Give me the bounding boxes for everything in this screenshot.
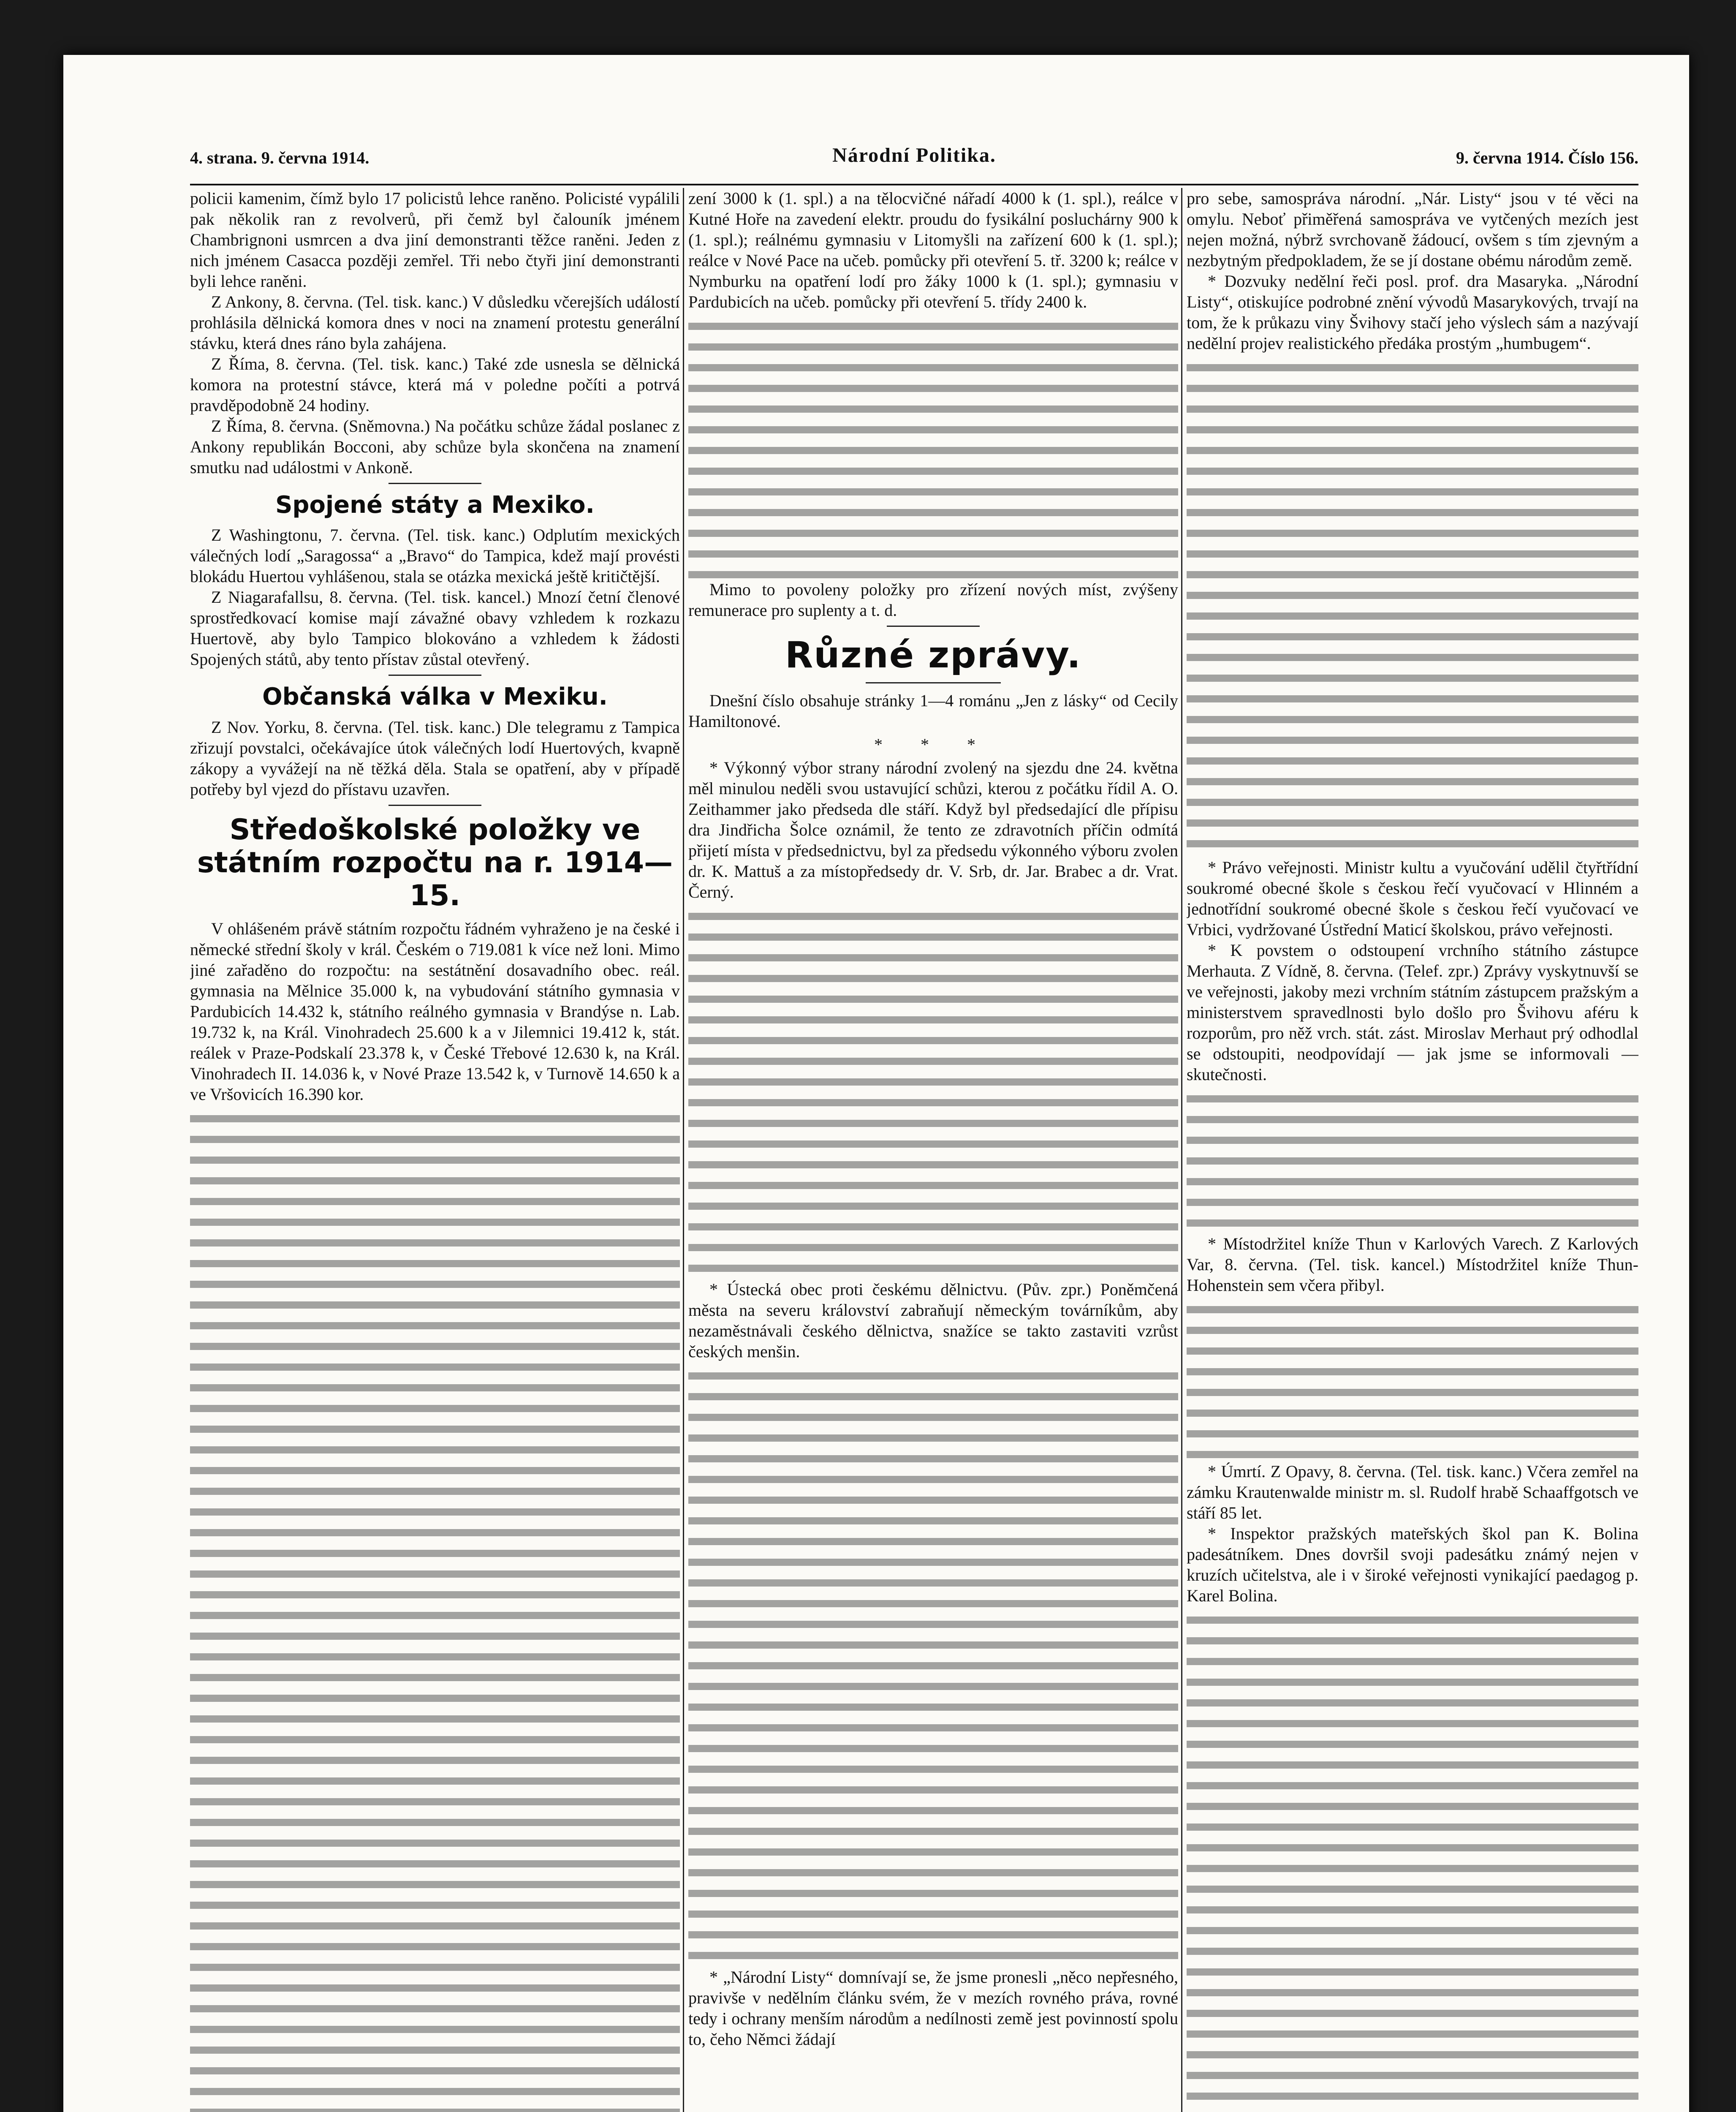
article-paragraph: * Právo veřejnosti. Ministr kultu a vyučování udělil čtyřtřídní soukromé obecné škole s českou řečí vyučovací v Hlinném a jednotřídní soukromé obecné škole s českou řečí vyučovací ve Vrbici, vydržované Ústřední Maticí školskou, právo veřejnosti. [1187, 858, 1638, 939]
column-1 [190, 188, 680, 2112]
text-lines-continuation [1187, 1611, 1638, 2112]
article-paragraph: V ohlášeném právě státním rozpočtu řádném vyhraženo je na české i německé střední školy v král. Českém o 719.081 k více než loni. Mimo jiné zařaděno do rozpočtu: na sestátnění dosavadního obec. reál. gymnasia na Mělnice 35.000 k, na vybudování státního gymnasia v Pardubicích 14.432 k, státního reálného gymnasia v Brandýse n. Lab. 19.732 k, na Král. Vinohradech 25.600 k a v Jilemnici 19.412 k, stát. reálek v Praze-Podskalí 23.378 k, v České Třebové 12.630 k, na Král. Vinohradech II. 14.036 k, v Nové Praze 13.542 k, v Turnově 14.650 k a ve Vršovicích 16.390 kor. [190, 919, 680, 1104]
text-lines-continuation [688, 1367, 1178, 1967]
asterism: * * * [874, 735, 992, 754]
masthead-title: Národní Politika. [832, 144, 996, 166]
text-lines-continuation [1187, 1301, 1638, 1461]
headline-ruzne-zpravy: Různé zprávy. [785, 634, 1081, 676]
text-lines-continuation [1187, 359, 1638, 857]
column-divider [683, 188, 684, 2112]
headline-spojene-staty: Spojené státy a Mexiko. [275, 491, 595, 519]
article-paragraph: Dnešní číslo obsahuje stránky 1—4 románu „Jen z lásky“ od Cecily Hamiltonové. [688, 691, 1178, 731]
headline-stredoskolske-polozky: Středoškolské položky ve státním rozpočtu na r. 1914—15. [197, 813, 673, 913]
page-header [190, 139, 1638, 177]
column-2 [688, 188, 1178, 2112]
article-paragraph: Z Niagarafallsu, 8. června. (Tel. tisk. kancel.) Mnozí četní členové sprostředkovací komise mají závažné obavy vzhledem k rozkazu Huertově, aby bylo Tampico blokováno a vzhledem k žádosti Spojených států, aby tento přístav zůstal otevřený. [190, 588, 680, 669]
headline-obcanska-valka: Občanská válka v Mexiku. [262, 683, 608, 711]
article-paragraph: Z Washingtonu, 7. června. (Tel. tisk. kanc.) Odplutím mexických válečných lodí „Saragossa“ a „Bravo“ do Tampica, kdež mají provésti blokádu Huertou vyhlášenou, stala se otázka mexická ještě kritičtější. [190, 525, 680, 586]
separator [388, 483, 481, 484]
article-paragraph: * Dozvuky nedělní řeči posl. prof. dra Masaryka. „Národní Listy“, otiskujíce podrobné znění vývodů Masarykových, trvají na tom, že k průkazu viny Švihovy stačí jeho výslech sám a nazývají nedělní projev realistického předáka prostým „humbugem“. [1187, 272, 1638, 353]
separator [388, 675, 481, 676]
column-3 [1187, 188, 1638, 2112]
article-paragraph: * Výkonný výbor strany národní zvolený na sjezdu dne 24. května měl minulou neděli svou ustavující schůzi, kterou z počátku řídil A. O. Zeithammer jako předseda dle stáří. Když byl předsedající dle přípisu dra Jindřicha Šolce oznámil, že tento ze zdravotních příčin odmítá přijetí místa v předsednictvu, byl za předsedu výkonného výboru zvolen dr. K. Mattuš a za místopředsedy dr. V. Srb, dr. Jar. Brabec a dr. Vrat. Černý. [688, 758, 1178, 901]
header-issue-number: 9. června 1914. Číslo 156. [1456, 148, 1638, 167]
header-page-date: 4. strana. 9. června 1914. [190, 148, 369, 167]
separator [887, 626, 980, 627]
article-paragraph: Z Říma, 8. června. (Sněmovna.) Na počátku schůze žádal poslanec z Ankony republikán Bocconi, aby schůze byla skončena na znamení smutku nad událostmi v Ankoně. [190, 416, 680, 477]
article-paragraph: * Místodržitel kníže Thun v Karlových Varech. Z Karlových Var, 8. června. (Tel. tisk. kancel.) Místodržitel kníže Thun-Hohenstein sem včera přibyl. [1187, 1234, 1638, 1295]
article-paragraph: Z Říma, 8. června. (Tel. tisk. kanc.) Také zde usnesla se dělnická komora na protestní stávce, která má v poledne počíti a potrvá pravděpodobně 24 hodiny. [190, 354, 680, 415]
article-paragraph: Mimo to povoleny položky pro zřízení nových míst, zvýšeny remunerace pro suplenty a t. d. [688, 580, 1178, 620]
article-paragraph: * „Národní Listy“ domnívají se, že jsme pronesli „něco nepřesného, pravivše v nedělním článku svém, že v mezích rovného práva, rovné tedy i ochrany menším národům a nedílnosti země jest povinností spolu to, čeho Němci žádají [688, 1967, 1178, 2049]
header-rule [190, 184, 1638, 185]
article-paragraph: Z Nov. Yorku, 8. června. (Tel. tisk. kanc.) Dle telegramu z Tampica zřizují povstalci, očekávajíce útok válečných lodí Huertových, kvapně zákopy a vyvážejí na ně těžká děla. Stala se opatření, aby v případě potřeby byl vjezd do přístavu uzavřen. [190, 717, 680, 799]
text-lines-continuation [688, 907, 1178, 1279]
separator [388, 805, 481, 806]
article-paragraph: policii kamenim, čímž bylo 17 policistů lehce raněno. Policisté vypálili pak několik ran z revolverů, při čemž byl čalouník jménem Chambrignoni usmrcen a dva jiní demonstranti těžce raněni. Jeden z nich jménem Casacca později zemřel. Tři nebo čtyři jiní demonstranti byli lehce raněni. [190, 189, 680, 291]
article-paragraph: * Úmrtí. Z Opavy, 8. června. (Tel. tisk. kanc.) Včera zemřel na zámku Krautenwalde ministr m. sl. Rudolf hrabě Schaaffgotsch ve stáří 85 let. [1187, 1462, 1638, 1522]
article-paragraph: * K povstem o odstoupení vrchního státního zástupce Merhauta. Z Vídně, 8. června. (Telef. zpr.) Zprávy vyskytnuvší se ve veřejnosti, jakoby mezi vrchním státním zástupcem pražským a ministerstvem spravedlnosti bylo došlo pro Švihovu aféru k rozporům, pro něž vrch. stát. zást. Miroslav Merhaut prý odhodlal se odstoupiti, neodpovídají — jak jsme se informovali — skutečnosti. [1187, 941, 1638, 1084]
column-divider [1181, 188, 1182, 2112]
article-paragraph: zení 3000 k (1. spl.) a na tělocvičné nářadí 4000 k (1. spl.), reálce v Kutné Hoře na zavedení elektr. proudu do fysikální posluchárny 900 k (1. spl.); reálnému gymnasiu v Litomyšli na zařízení 600 k (1. spl.); reálce v Nové Pace na učeb. pomůcky při otevření 5. tř. 3200 k; reálce v Nymburku na opatření lodí pro žáky 1000 k (1. spl.); gymnasiu v Pardubicích na učeb. pomůcky při otevření 5. třídy 2400 k. [688, 189, 1178, 311]
article-paragraph: * Inspektor pražských mateřských škol pan K. Bolina padesátníkem. Dnes dovršil svoji padesátku známý nejen v kruzích učitelstva, ale i v široké veřejnosti vynikající paedagog p. Karel Bolina. [1187, 1524, 1638, 1605]
article-paragraph: Z Ankony, 8. června. (Tel. tisk. kanc.) V důsledku včerejších událostí prohlásila dělnická komora dnes v noci na znamení protestu generální stávku, která dnes ráno byla zahájena. [190, 292, 680, 353]
text-lines-continuation [190, 1110, 680, 2112]
text-lines-continuation [1187, 1090, 1638, 1233]
text-lines-continuation [688, 317, 1178, 579]
article-paragraph: * Ústecká obec proti českému dělnictvu. (Pův. zpr.) Poněmčená města na severu království zabraňují německým továrníkům, aby nezaměstnávali českého dělnictva, snažíce se takto zastaviti vzrůst českých menšin. [688, 1279, 1178, 1361]
article-paragraph: pro sebe, samospráva národní. „Nár. Listy“ jsou v té věci na omylu. Neboť přiměřená samospráva ve vytčených mezích jest nejen možná, nýbrž svrchovaně žádoucí, ovšem s tím zjevným a nezbytným předpokladem, že se jí dostane obému národům země. [1187, 189, 1638, 270]
separator [866, 682, 1001, 683]
newspaper-page [63, 55, 1689, 2112]
